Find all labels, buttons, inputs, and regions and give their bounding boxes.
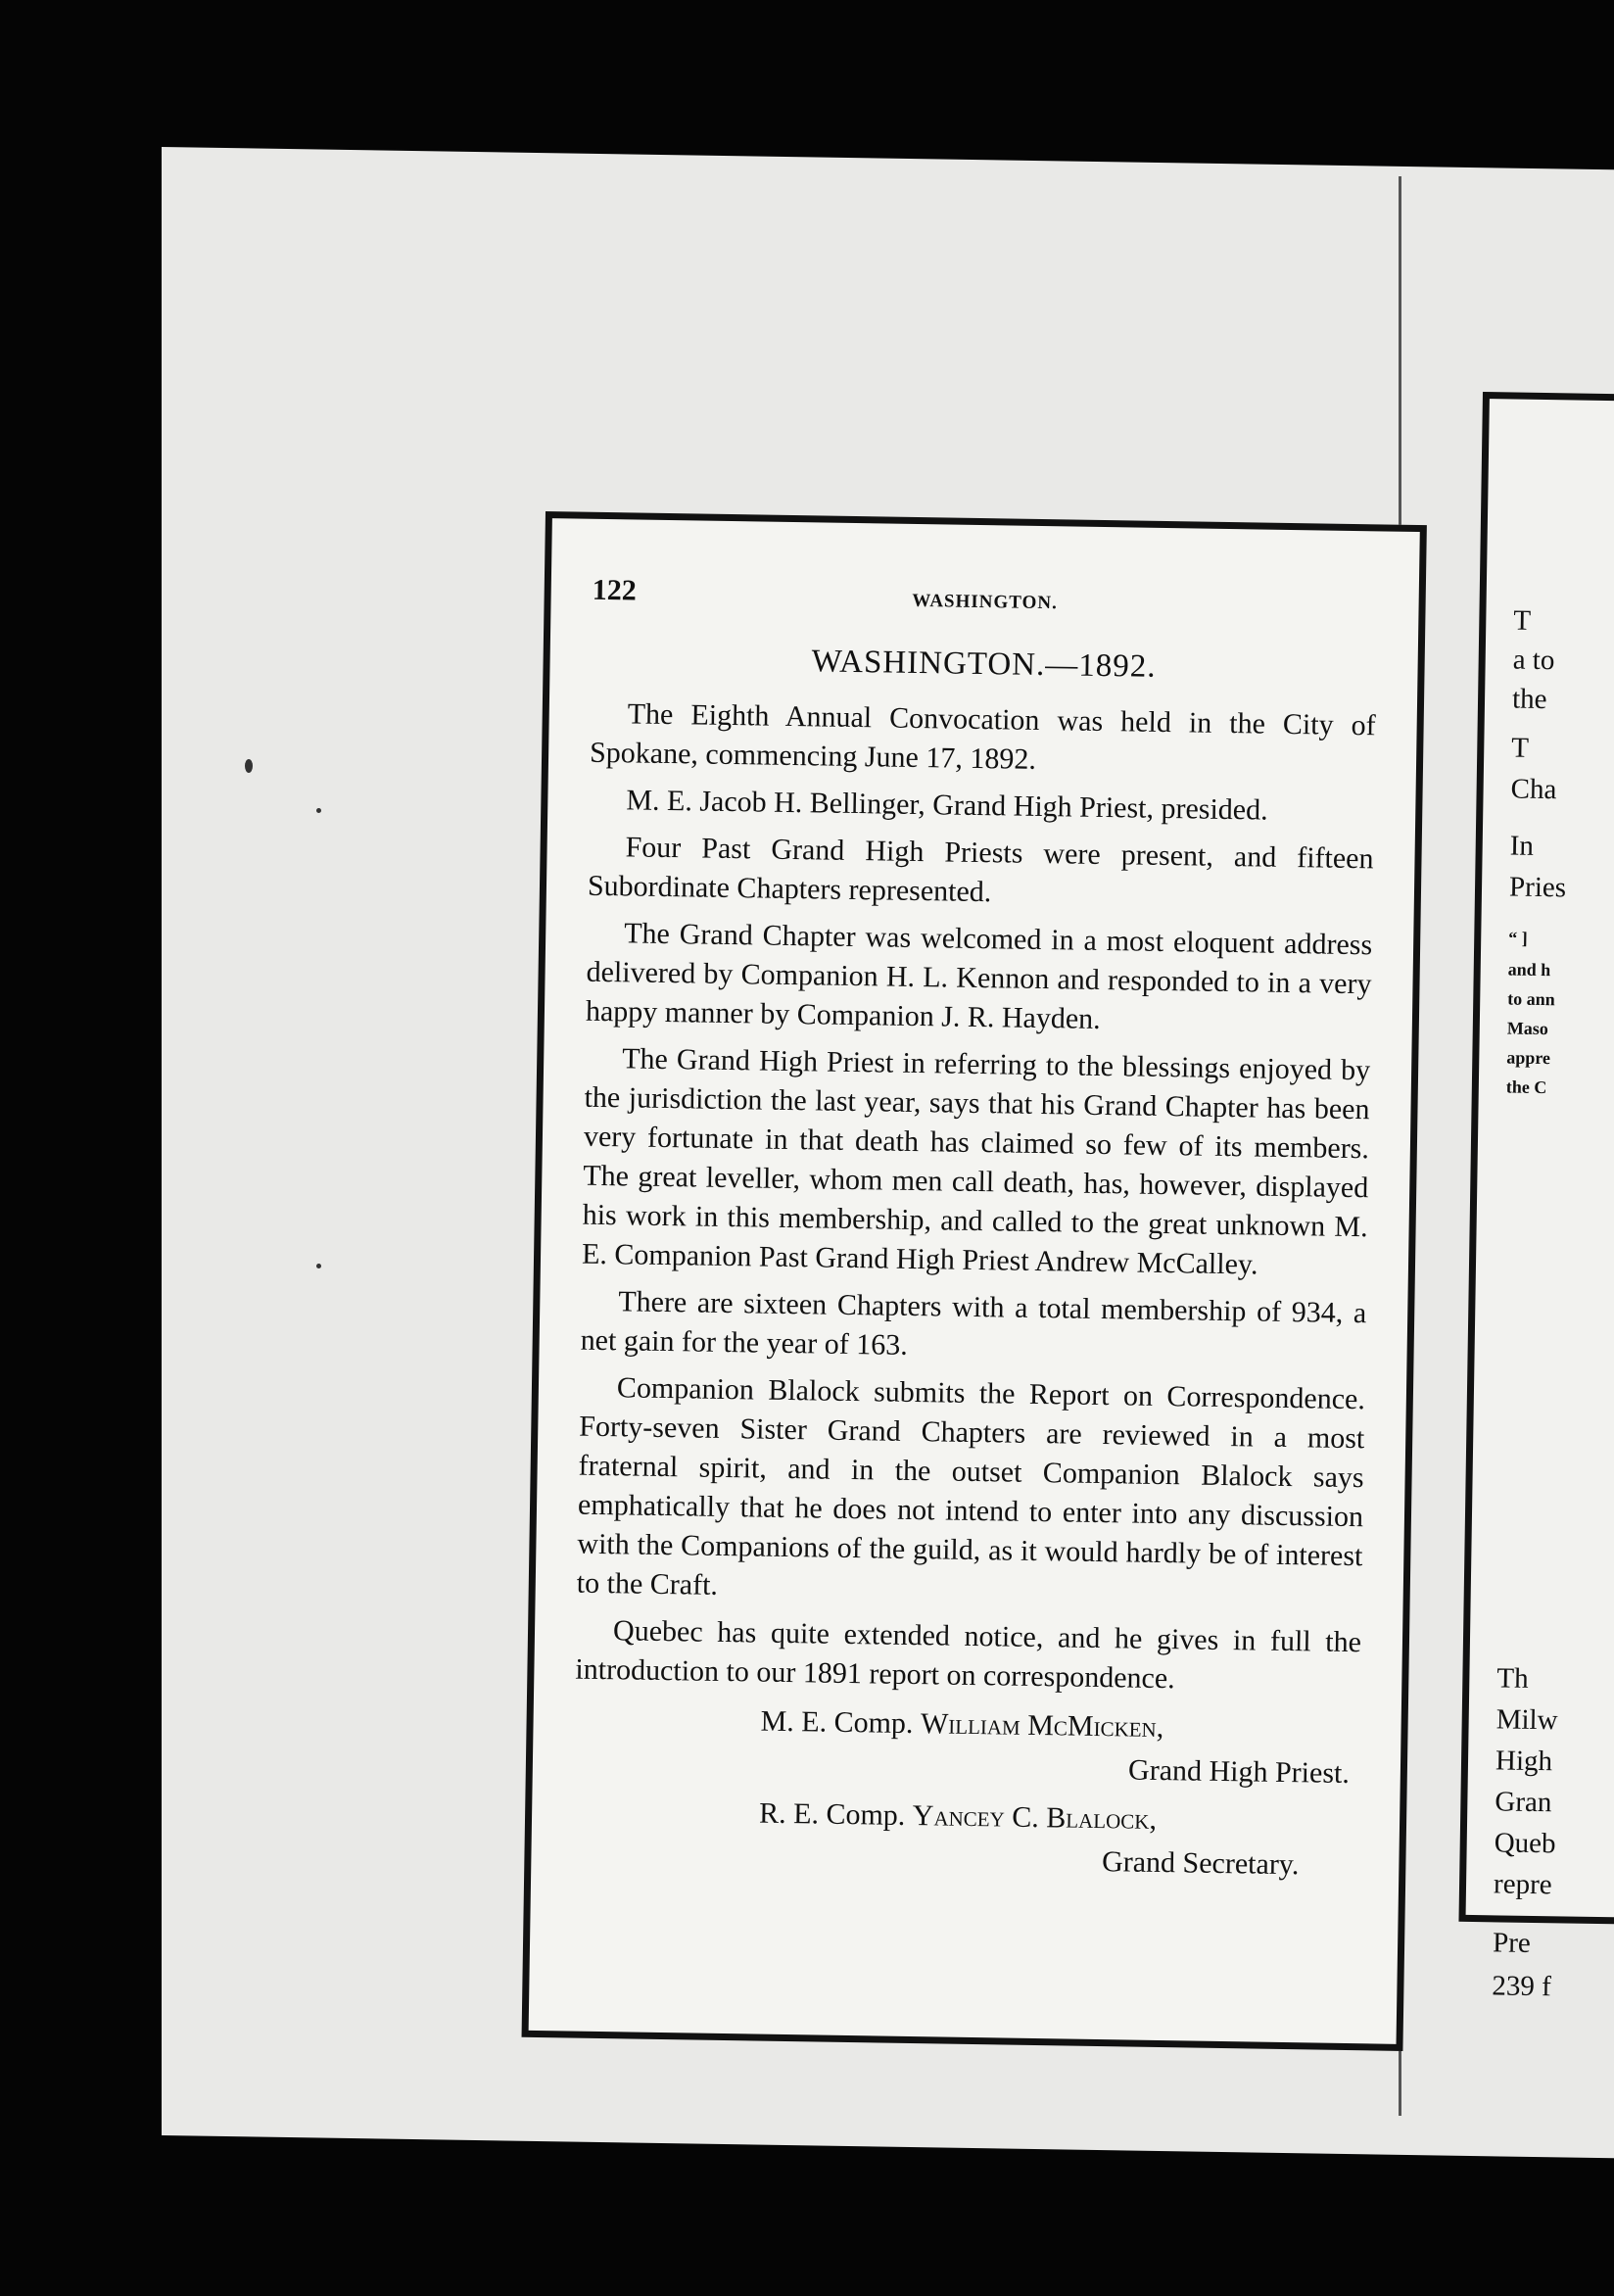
text-fragment: T <box>1513 604 1532 637</box>
paragraph-correspondence: Companion Blalock submits the Report on Correspondence. Forty-seven Sister Grand Chapters are reviewed in a most fraternal spirit, and in the outset Companion Blalock says emphatically that he does not intend to enter into any discussion with the Companions of the guild, as it would hardly be of interest to the Craft. <box>576 1371 1366 1602</box>
section-heading: WASHINGTON.—1892. <box>811 644 1157 685</box>
running-head <box>592 574 1378 632</box>
paragraph-membership: There are sixteen Chapters with a total membership of 934, a net gain for the year of 163. <box>580 1285 1367 1362</box>
signature-name: Yancey C. Blalock, <box>912 1799 1158 1836</box>
paragraph-quebec: Quebec has quite extended notice, and he gives in full the introduction to our 1891 report on correspondence. <box>575 1614 1362 1696</box>
paragraph-presided: M. E. Jacob H. Bellinger, Grand High Priest, presided. <box>626 784 1268 827</box>
text-fragment: appre <box>1506 1047 1551 1069</box>
text-fragment: Milw <box>1495 1703 1558 1737</box>
text-fragment: Pre <box>1492 1927 1532 1959</box>
text-fragment: and h <box>1507 959 1551 981</box>
text-fragment: In <box>1509 830 1535 862</box>
text-fragment: the <box>1511 683 1547 716</box>
text-fragment: Cha <box>1510 773 1557 806</box>
text-fragment: Maso <box>1506 1018 1548 1039</box>
text-fragment: Gran <box>1495 1786 1552 1819</box>
text-fragment: Pries <box>1508 871 1567 904</box>
text-fragment: to ann <box>1507 988 1555 1010</box>
paragraph-attendance: Four Past Grand High Priests were present, and fifteen Subordinate Chapters represented. <box>587 831 1374 909</box>
text-fragment: 239 f <box>1492 1970 1552 2003</box>
text-fragment: “ ] <box>1508 928 1528 948</box>
ink-speck <box>316 808 321 813</box>
signature-name: William McMicken, <box>920 1707 1164 1745</box>
page-frame <box>522 511 1427 2051</box>
text-fragment: repre <box>1493 1868 1552 1901</box>
text-fragment: Th <box>1496 1662 1529 1695</box>
paragraph-welcome: The Grand Chapter was welcomed in a most eloquent address delivered by Companion H. L. Kennon and responded to in a very happy manner by Companion J. R. Hayden. <box>585 917 1373 1035</box>
signature-prefix: R. E. Comp. <box>758 1796 914 1833</box>
paragraph-address: The Grand High Priest in referring to the blessings enjoyed by the jurisdiction the last year, says that his Grand Chapter has been very fortunate in that death has claimed so few of its members. The great leveller, whom men call death, has, however, displayed his work in this membership, and called to the great unknown M. E. Companion Past Grand High Priest Andrew McCalley. <box>581 1042 1371 1281</box>
right-page-fragment <box>1399 147 1614 2135</box>
paragraph-convocation: The Eighth Annual Convocation was held in the City of Spokane, commencing June 17, 1892. <box>589 697 1376 776</box>
page-number: 122 <box>592 573 637 607</box>
text-fragment: the C <box>1505 1076 1547 1098</box>
page-content <box>572 574 1378 1888</box>
right-page-frame <box>1458 392 1614 2003</box>
ink-speck <box>245 759 253 773</box>
text-fragment: T <box>1511 732 1530 764</box>
signature-title: Grand High Priest. <box>1127 1753 1351 1791</box>
signature-title: Grand Secretary. <box>1101 1845 1300 1882</box>
text-fragment: Queb <box>1494 1827 1556 1860</box>
text-fragment: High <box>1495 1745 1553 1778</box>
signature-prefix: M. E. Comp. <box>760 1704 922 1741</box>
left-page <box>162 147 1398 2135</box>
text-fragment: a to <box>1512 644 1555 677</box>
ink-speck <box>316 1264 321 1268</box>
running-title: WASHINGTON. <box>912 590 1058 614</box>
